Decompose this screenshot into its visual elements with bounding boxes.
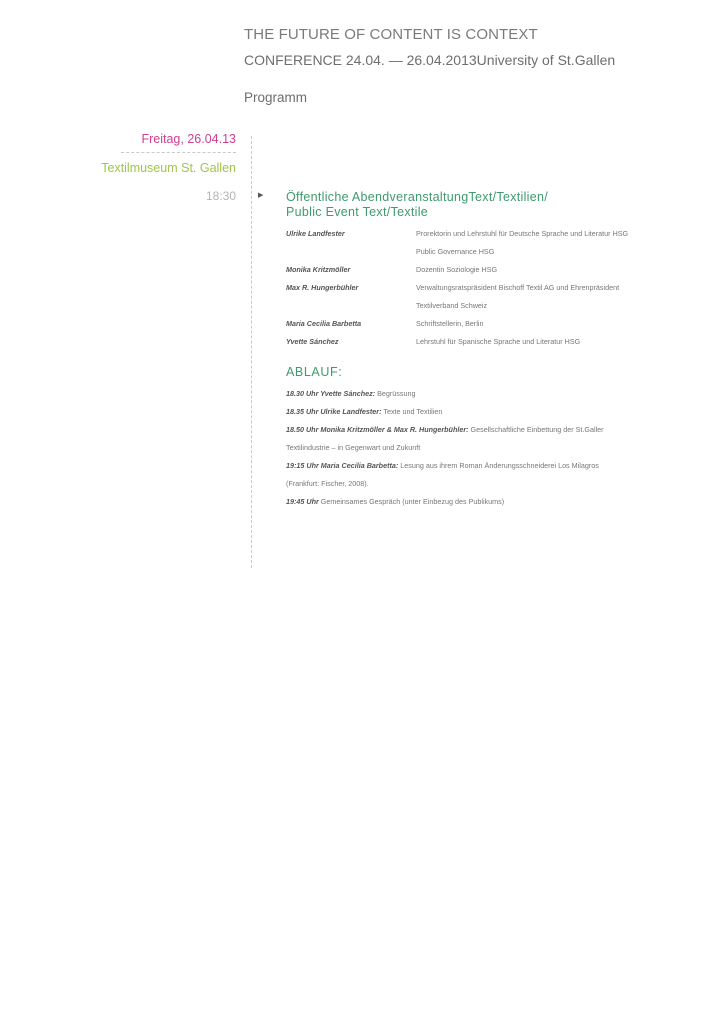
speaker-name: Ulrike Landfester bbox=[286, 229, 345, 238]
speaker-role-line: Dozentin Soziologie HSG bbox=[416, 265, 498, 274]
schedule-time-speaker: 18.30 Uhr Yvette Sánchez: bbox=[286, 389, 376, 398]
speaker-role-line: Schriftstellerin, Berlin bbox=[416, 319, 484, 328]
speaker-role-line: Lehrstuhl für Spanische Sprache und Literatur HSG bbox=[416, 337, 581, 346]
day-divider bbox=[121, 152, 236, 153]
speaker-name: Maria Cecilia Barbetta bbox=[286, 319, 362, 328]
schedule-topic: Gesellschaftliche Einbettung der St.Galler bbox=[468, 425, 604, 434]
schedule-list bbox=[286, 385, 686, 511]
schedule-item bbox=[286, 493, 686, 511]
schedule-item bbox=[286, 385, 686, 403]
speaker-name: Monika Kritzmöller bbox=[286, 265, 351, 274]
speaker-row bbox=[286, 333, 686, 351]
speaker-row bbox=[286, 315, 686, 333]
speaker-role-line: Prorektorin und Lehrstuhl für Deutsche Sprache und Literatur HSG bbox=[416, 229, 629, 238]
speaker-role-line: Textilverband Schweiz bbox=[416, 301, 488, 310]
schedule-time-speaker: 19:15 Uhr Maria Cecilia Barbetta: bbox=[286, 461, 399, 470]
speaker-role bbox=[416, 333, 686, 351]
schedule-item bbox=[286, 403, 686, 421]
speaker-role bbox=[416, 315, 686, 333]
speaker-name: Yvette Sánchez bbox=[286, 337, 339, 346]
schedule-item bbox=[286, 457, 686, 475]
schedule-topic: Lesung aus ihrem Roman Änderungsschneiderei Los Milagros bbox=[398, 461, 599, 470]
schedule-topic: Begrüssung bbox=[375, 389, 416, 398]
schedule-time-speaker: 18.50 Uhr Monika Kritzmöller & Max R. Hungerbühler: bbox=[286, 425, 469, 434]
speaker-row bbox=[286, 225, 686, 261]
event-title bbox=[286, 190, 616, 220]
document-title: THE FUTURE OF CONTENT IS CONTEXT bbox=[244, 26, 538, 43]
speaker-role bbox=[416, 225, 686, 261]
day-label: Freitag, 26.04.13 bbox=[141, 132, 236, 146]
speaker-row bbox=[286, 279, 686, 315]
arrow-right-icon: ▶ bbox=[258, 192, 264, 199]
schedule-topic: Gemeinsames Gespräch (unter Einbezug des Publikums) bbox=[318, 497, 505, 506]
timeline-divider bbox=[251, 136, 252, 568]
speaker-role-line: Public Governance HSG bbox=[416, 247, 495, 256]
speaker-role bbox=[416, 261, 686, 279]
schedule-item-continued: (Frankfurt: Fischer, 2008). bbox=[286, 479, 369, 488]
speaker-name: Max R. Hungerbühler bbox=[286, 283, 359, 292]
speaker-role-line: Verwaltungsratspräsident Bischoff Textil AG und Ehrenpräsident bbox=[416, 283, 620, 292]
event-title-line1: Öffentliche AbendveranstaltungText/Textilien/ bbox=[286, 190, 549, 204]
schedule-time-speaker: 18.35 Uhr Ulrike Landfester: bbox=[286, 407, 382, 416]
schedule-item bbox=[286, 421, 686, 439]
speaker-role bbox=[416, 279, 686, 315]
schedule-topic: Texte und Textilien bbox=[381, 407, 443, 416]
speakers-list bbox=[286, 225, 686, 351]
speaker-row bbox=[286, 261, 686, 279]
conference-line: CONFERENCE 24.04. — 26.04.2013University of St.Gallen bbox=[244, 52, 616, 68]
programm-heading: Programm bbox=[244, 90, 308, 105]
ablauf-heading: ABLAUF: bbox=[286, 365, 343, 379]
venue-label: Textilmuseum St. Gallen bbox=[101, 161, 236, 175]
event-time: 18:30 bbox=[205, 189, 236, 203]
schedule-item-continued: Textilindustrie – in Gegenwart und Zukunft bbox=[286, 443, 421, 452]
schedule-time-speaker: 19:45 Uhr bbox=[286, 497, 319, 506]
event-title-line2: Public Event Text/Textile bbox=[286, 205, 429, 219]
